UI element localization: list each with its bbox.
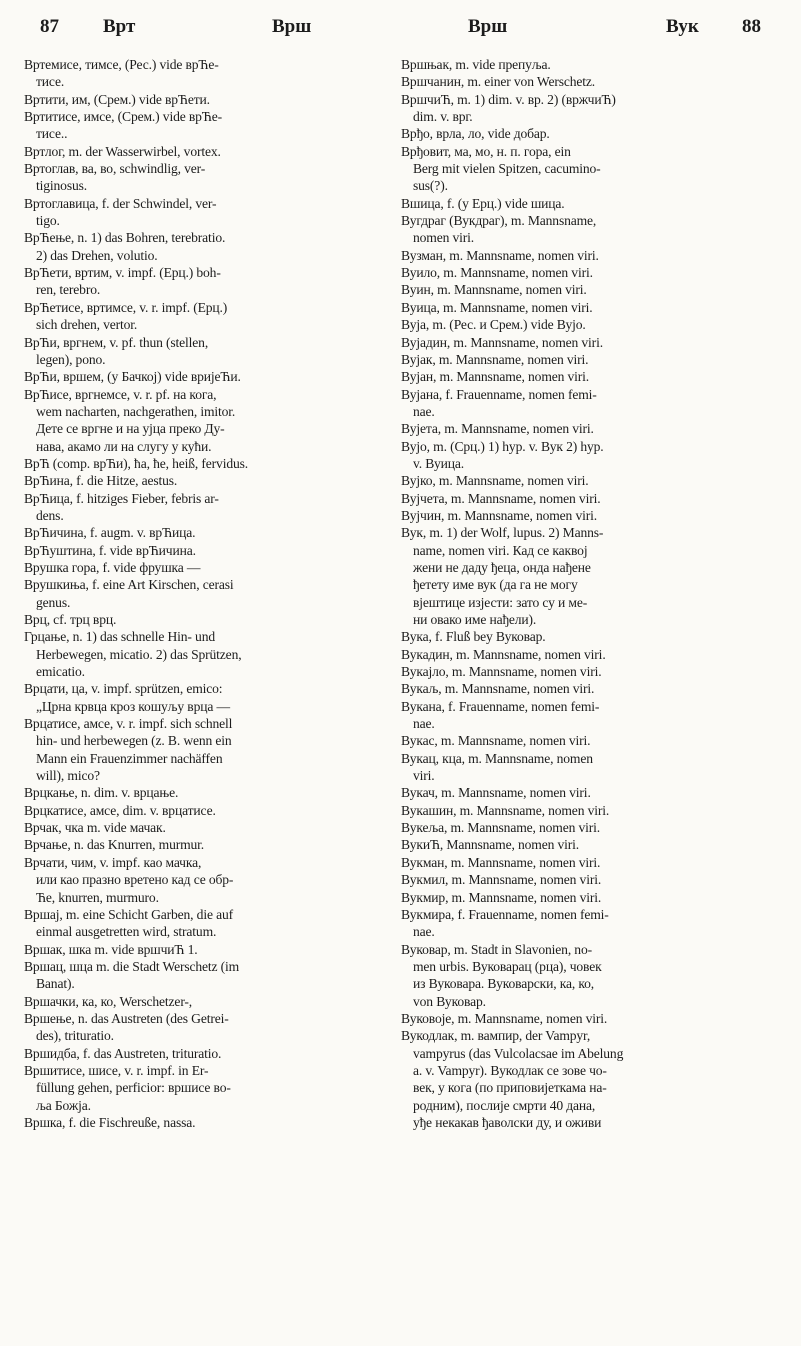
entry-line: Вукеља, m. Mannsname, nomen viri. [401, 820, 601, 836]
entry-line: ВрЋина, f. die Hitze, aestus. [24, 473, 178, 489]
entry-continuation-line: legen), pono. [36, 351, 106, 367]
entry-continuation-line: einmal ausgetretten wird, stratum. [36, 924, 217, 940]
right-column [401, 56, 776, 1131]
entry-line: Вршац, шца m. die Stadt Werschetz (im [24, 958, 240, 974]
entry-line: Вукмира, f. Frauenname, nomen femi- [401, 906, 609, 922]
entry-line: Вршај, m. eine Schicht Garben, die auf [24, 906, 233, 922]
entry-line: Врчак, чка m. vide мачак. [24, 820, 166, 836]
entry-continuation-line: вјештице изјести: зато су и ме- [413, 594, 588, 610]
running-head-left-first: Врт [103, 16, 136, 37]
entry-continuation-line: von Вуковар. [413, 993, 486, 1009]
entry-line: ВрЋети, вртим, v. impf. (Ерц.) boh- [24, 265, 221, 281]
entry-continuation-line: dim. v. врг. [413, 109, 473, 125]
entry-continuation-line: dens. [36, 507, 64, 523]
entry-line: Вукман, m. Mannsname, nomen viri. [401, 854, 601, 870]
entry-line: ВрЋица, f. hitziges Fieber, febris ar- [24, 490, 219, 506]
entry-continuation-line: name, nomen viri. Кад се каквој [413, 542, 588, 558]
entry-line: Врчати, чим, v. impf. као мачка, [24, 854, 202, 870]
page-number-left: 87 [40, 16, 59, 37]
entry-line: Врушка гора, f. vide фрушка — [24, 559, 201, 575]
entry-line: Вршчанин, m. einer von Werschetz. [401, 74, 596, 90]
entry-line: Вуја, m. (Рес. и Срем.) vide Вујо. [401, 317, 586, 333]
entry-line: ВрЋи, вргнем, v. pf. thun (stellen, [24, 334, 209, 350]
entry-line: ВрЋуштина, f. vide врЋичина. [24, 542, 196, 558]
entry-continuation-line: жени не даду ђеца, онда нађене [413, 559, 591, 575]
entry-continuation-line: will), mico? [36, 768, 100, 784]
entry-continuation-line: füllung gehen, perficior: вршисе во- [36, 1080, 231, 1096]
entry-line: Вртитисе, имсе, (Срем.) vide врЋе- [24, 109, 222, 125]
entry-line: Вукац, кца, m. Mannsname, nomen [401, 750, 593, 766]
entry-line: Вугдраг (Вукдраг), m. Mannsname, [401, 213, 597, 229]
entry-continuation-line: nomen viri. [413, 230, 475, 246]
entry-continuation-line: Herbewegen, micatio. 2) das Sprützen, [36, 646, 242, 662]
entry-line: Вујко, m. Mannsname, nomen viri. [401, 473, 589, 489]
entry-continuation-line: уђе некакав ђаволски ду, и оживи [413, 1114, 602, 1130]
entry-line: Вуило, m. Mannsname, nomen viri. [401, 265, 593, 281]
entry-line: ВрЋисе, вргнемсе, v. r. pf. на кога, [24, 386, 217, 402]
entry-line: Врушкиња, f. eine Art Kirschen, cerasi [24, 577, 234, 593]
entry-line: Вршидба, f. das Austreten, trituratio. [24, 1045, 222, 1061]
entry-line: Врчање, n. das Knurren, murmur. [24, 837, 205, 853]
entry-line: Вукач, m. Mannsname, nomen viri. [401, 785, 591, 801]
entry-line: Вртоглав, ва, во, schwindlig, ver- [24, 161, 206, 177]
entry-line: Вујак, m. Mannsname, nomen viri. [401, 351, 589, 367]
entry-continuation-line: Banat). [36, 976, 75, 992]
entry-line: Вујчета, m. Mannsname, nomen viri. [401, 490, 601, 506]
entry-continuation-line: Ћe, knurren, murmuro. [36, 889, 159, 905]
entry-line: Врцкање, n. dim. v. врцање. [24, 785, 179, 801]
entry-continuation-line: viri. [413, 768, 435, 784]
entry-line: ВрЋење, n. 1) das Bohren, terebratio. [24, 230, 226, 246]
entry-line: ВрЋичина, f. augm. v. врЋица. [24, 525, 196, 541]
entry-line: Вршњак, m. vide препуља. [401, 57, 551, 72]
entry-continuation-line: ни овако име нађели). [413, 612, 537, 627]
entry-continuation-line: nae. [413, 716, 435, 732]
entry-line: Вукмил, m. Mannsname, nomen viri. [401, 872, 602, 888]
entry-line: Вуин, m. Mannsname, nomen viri. [401, 282, 587, 298]
entry-continuation-line: genus. [36, 594, 71, 610]
entry-continuation-line: des), trituratio. [36, 1028, 114, 1044]
entry-continuation-line: sich drehen, vertor. [36, 317, 138, 333]
entry-line: Вуковоје, m. Mannsname, nomen viri. [401, 1010, 608, 1026]
entry-line: Вртемисе, тимсе, (Рес.) vide врЋе- [24, 57, 219, 72]
entry-line: Вукмир, m. Mannsname, nomen viri. [401, 889, 602, 905]
entry-continuation-line: из Вуковара. Вуковарски, ка, ко, [413, 976, 595, 992]
entry-line: Вршак, шка m. vide вршчиЋ 1. [24, 941, 198, 957]
entry-continuation-line: нава, акамо ли на слугу у кући. [36, 438, 212, 454]
entry-line: Врцатисе, амсе, v. r. impf. sich schnell [24, 716, 233, 732]
entry-continuation-line: nae. [413, 403, 435, 419]
entry-line: Вртити, им, (Срем.) vide врЋети. [24, 91, 210, 107]
entry-line: Вујадин, m. Mannsname, nomen viri. [401, 334, 603, 350]
entry-line: ВршчиЋ, m. 1) dim. v. вр. 2) (вржчиЋ) [401, 91, 616, 107]
entry-continuation-line: a. v. Vampyr). Вукодлак се зове чо- [413, 1062, 607, 1078]
entry-continuation-line: ren, terebro. [36, 282, 101, 298]
running-head-right-first: Врш [468, 16, 508, 37]
entry-continuation-line: nae. [413, 924, 435, 940]
entry-continuation-line: „Црна крвца кроз кошуљу врца — [36, 698, 230, 714]
entry-line: Врђовит, ма, мо, н. п. гора, ein [401, 143, 571, 159]
entry-line: ВукиЋ, Mannsname, nomen viri. [401, 837, 579, 853]
entry-continuation-line: tigo. [36, 213, 60, 229]
entry-line: Вршачки, ка, ко, Werschetzer-, [24, 993, 193, 1009]
page-number-right: 88 [742, 16, 761, 37]
entry-line: Вукаљ, m. Mannsname, nomen viri. [401, 681, 595, 697]
entry-continuation-line: Дете се вргне и на ујца преко Ду- [36, 421, 225, 437]
page-header [0, 10, 801, 50]
running-head-right-last: Вук [666, 16, 699, 37]
entry-line: Вујан, m. Mannsname, nomen viri. [401, 369, 590, 385]
entry-line: Вујчин, m. Mannsname, nomen viri. [401, 507, 597, 523]
entry-continuation-line: wem nacharten, nachgerathen, imitor. [36, 403, 236, 419]
entry-line: Врцати, ца, v. impf. sprützen, emico: [24, 681, 223, 697]
entry-continuation-line: или као празно вретено кад се обр- [36, 872, 234, 888]
entry-line: Вршка, f. die Fischreuße, nassa. [24, 1114, 196, 1130]
entry-line: Вука, f. Fluß bey Вуковар. [401, 629, 546, 645]
entry-line: Вртлог, m. der Wasserwirbel, vortex. [24, 143, 221, 159]
entry-continuation-line: emicatio. [36, 664, 85, 680]
entry-line: Вукадин, m. Mannsname, nomen viri. [401, 646, 606, 662]
entry-line: Вук, m. 1) der Wolf, lupus. 2) Manns- [401, 525, 604, 541]
entry-continuation-line: v. Вуица. [413, 455, 465, 471]
entry-continuation-line: ђетету име вук (да га не могу [413, 577, 578, 593]
entry-continuation-line: родним), послије смрти 40 дана, [413, 1097, 596, 1113]
entry-continuation-line: тисе. [36, 74, 65, 90]
entry-line: ВрЋ (comp. врЋи), ћа, ће, heiß, fervidus. [24, 455, 249, 471]
entry-line: Вртоглавица, f. der Schwindel, ver- [24, 195, 217, 211]
entry-line: Вуица, m. Mannsname, nomen viri. [401, 299, 593, 315]
entry-line: Вукас, m. Mannsname, nomen viri. [401, 733, 591, 749]
entry-continuation-line: vampyrus (das Vulcolacsae im Abelung [413, 1045, 624, 1061]
entry-continuation-line: men urbis. Вуковарац (рца), човек [413, 958, 602, 974]
entry-line: Вукашин, m. Mannsname, nomen viri. [401, 802, 610, 818]
entry-line: Врц, cf. трц врц. [24, 612, 117, 627]
entry-line: Вуковар, m. Stadt in Slavonien, no- [401, 941, 592, 957]
entry-line: ВрЋи, вршем, (у Бачкој) vide вријеЋи. [24, 369, 241, 385]
entry-line: Вујета, m. Mannsname, nomen viri. [401, 421, 594, 437]
entry-continuation-line: tiginosus. [36, 178, 87, 194]
entry-line: Врђо, врла, ло, vide добар. [401, 126, 550, 142]
entry-line: Вукана, f. Frauenname, nomen femi- [401, 698, 600, 714]
entry-continuation-line: 2) das Drehen, volutio. [36, 247, 158, 263]
entry-continuation-line: век, у кога (по приповијеткама на- [413, 1080, 607, 1096]
entry-line: Вукајло, m. Mannsname, nomen viri. [401, 664, 602, 680]
entry-continuation-line: sus(?). [413, 178, 448, 194]
left-column [24, 56, 386, 1131]
entry-line: Грцање, n. 1) das schnelle Hin- und [24, 629, 215, 645]
entry-line: Вршење, n. das Austreten (des Getrei- [24, 1010, 229, 1026]
entry-line: Врцкатисе, амсе, dim. v. врцатисе. [24, 802, 216, 818]
entry-line: Вујана, f. Frauenname, nomen femi- [401, 386, 597, 402]
entry-continuation-line: Mann ein Frauenzimmer nachäffen [36, 750, 223, 766]
entry-line: Вшица, f. (у Ерц.) vide шица. [401, 195, 565, 211]
entry-continuation-line: тисе.. [36, 126, 68, 142]
entry-line: ВрЋетисе, вртимсе, v. r. impf. (Ерц.) [24, 299, 228, 315]
entry-line: Вујо, m. (Срц.) 1) hyp. v. Вук 2) hyp. [401, 438, 604, 454]
entry-continuation-line: Berg mit vielen Spitzen, cacumino- [413, 161, 601, 177]
running-head-left-last: Врш [272, 16, 312, 37]
entry-continuation-line: hin- und herbewegen (z. B. wenn ein [36, 733, 232, 749]
entry-continuation-line: ља Божја. [36, 1097, 91, 1113]
entry-line: Вузман, m. Mannsname, nomen viri. [401, 247, 599, 263]
entry-line: Вршитисе, шисе, v. r. impf. in Er- [24, 1062, 209, 1078]
entry-line: Вукодлак, m. вампир, der Vampyr, [401, 1028, 591, 1044]
